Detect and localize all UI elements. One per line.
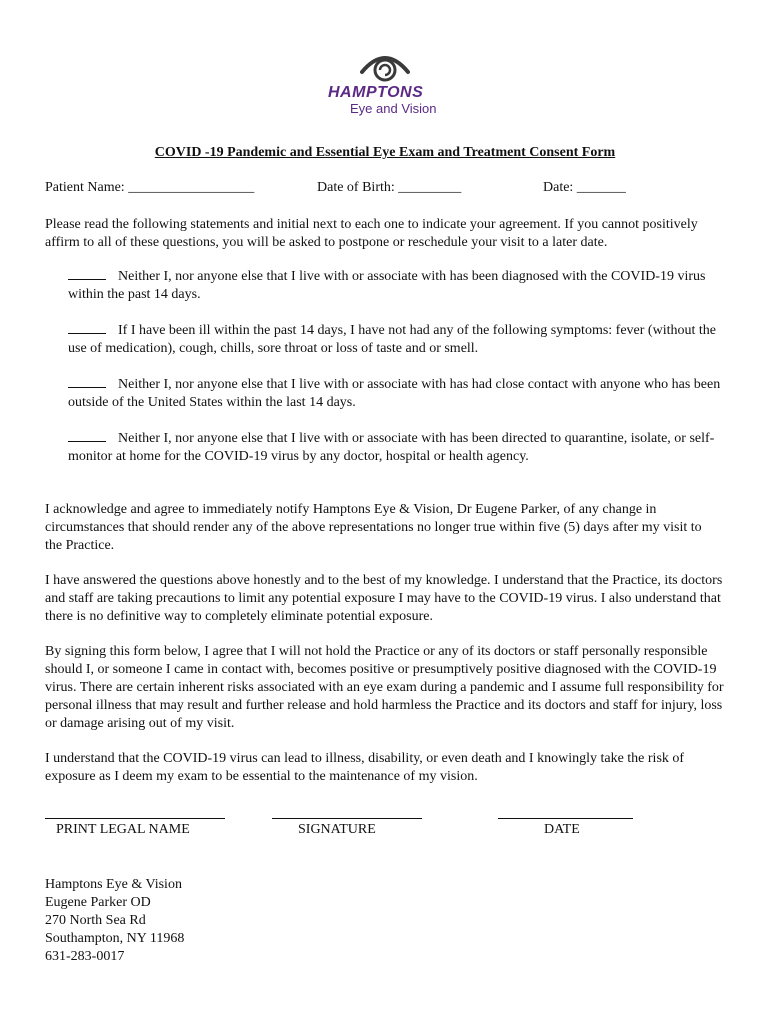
brand-tagline: Eye and Vision — [350, 101, 437, 116]
address-line: Eugene Parker OD — [45, 895, 151, 910]
initial-blank[interactable] — [68, 268, 106, 280]
print-name-label: PRINT LEGAL NAME — [56, 822, 190, 837]
statement-1 — [68, 268, 728, 304]
address-line: 270 North Sea Rd — [45, 913, 146, 928]
initial-blank[interactable] — [68, 430, 106, 442]
date-label: DATE — [544, 822, 580, 837]
address-line: Southampton, NY 11968 — [45, 931, 185, 946]
address-line: Hamptons Eye & Vision — [45, 877, 182, 892]
signature-label: SIGNATURE — [298, 822, 376, 837]
dob-field[interactable]: Date of Birth: _________ — [317, 180, 462, 195]
statement-text: Neither I, nor anyone else that I live with or associate with has been diagnosed with the COVID-19 virus within the past 14 days. — [68, 269, 706, 302]
release-paragraph: By signing this form below, I agree that I will not hold the Practice or any of its doctors or staff personally responsible should I, or someone I came in contact with, becomes positive or presumptively positive diagnosed with the COVID-19 virus. There are certain inherent risks associated with an eye exam during a pandemic and I assume full responsibility for personal illness that may result and further release and hold harmless the Practice and its doctors and staff for injury, loss or damage arising out of my visit. — [45, 644, 724, 731]
print-name-line[interactable] — [45, 818, 225, 819]
date-field[interactable]: Date: _______ — [543, 180, 626, 195]
statement-text: Neither I, nor anyone else that I live with or associate with has had close contact with anyone who has been outside of the United States within the last 14 days. — [68, 377, 721, 410]
statement-3 — [68, 376, 728, 412]
patient-name-field[interactable]: Patient Name: __________________ — [45, 180, 255, 195]
phone-number: 631-283-0017 — [45, 949, 125, 964]
intro-paragraph: Please read the following statements and initial next to each one to indicate your agreement. If you cannot positively affirm to all of these questions, you will be asked to postpone or reschedule your visit to a later date. — [45, 217, 698, 250]
initial-blank[interactable] — [68, 376, 106, 388]
signature-line[interactable] — [272, 818, 422, 819]
statement-text: Neither I, nor anyone else that I live with or associate with has been directed to quarantine, isolate, or self-monitor at home for the COVID-19 virus by any doctor, hospital or health agency. — [68, 431, 715, 464]
risk-paragraph: I understand that the COVID-19 virus can lead to illness, disability, or even death and I knowingly take the risk of exposure as I deem my exam to be essential to the maintenance of my vision. — [45, 751, 685, 784]
initial-blank[interactable] — [68, 322, 106, 334]
statement-2 — [68, 322, 728, 358]
statement-4 — [68, 430, 728, 466]
date-line[interactable] — [498, 818, 633, 819]
honesty-paragraph: I have answered the questions above honestly and to the best of my knowledge. I understand that the Practice, its doctors and staff are taking precautions to limit any potential exposure I may have to the COVID-19 virus. I also understand that there is no definitive way to completely eliminate potential exposure. — [45, 573, 723, 624]
brand-name: HAMPTONS — [328, 84, 424, 101]
eye-spiral-icon — [360, 50, 410, 86]
logo — [320, 50, 450, 120]
practice-address — [45, 876, 184, 966]
acknowledge-paragraph: I acknowledge and agree to immediately notify Hamptons Eye & Vision, Dr Eugene Parker, of any change in circumstances that should render any of the above representations no longer true within five (5) days after my visit to the Practice. — [45, 502, 702, 553]
statement-text: If I have been ill within the past 14 days, I have not had any of the following symptoms: fever (without the use of medication), cough, chills, sore throat or loss of taste and or smell. — [68, 323, 716, 356]
form-title: COVID -19 Pandemic and Essential Eye Exam and Treatment Consent Form — [154, 145, 616, 160]
